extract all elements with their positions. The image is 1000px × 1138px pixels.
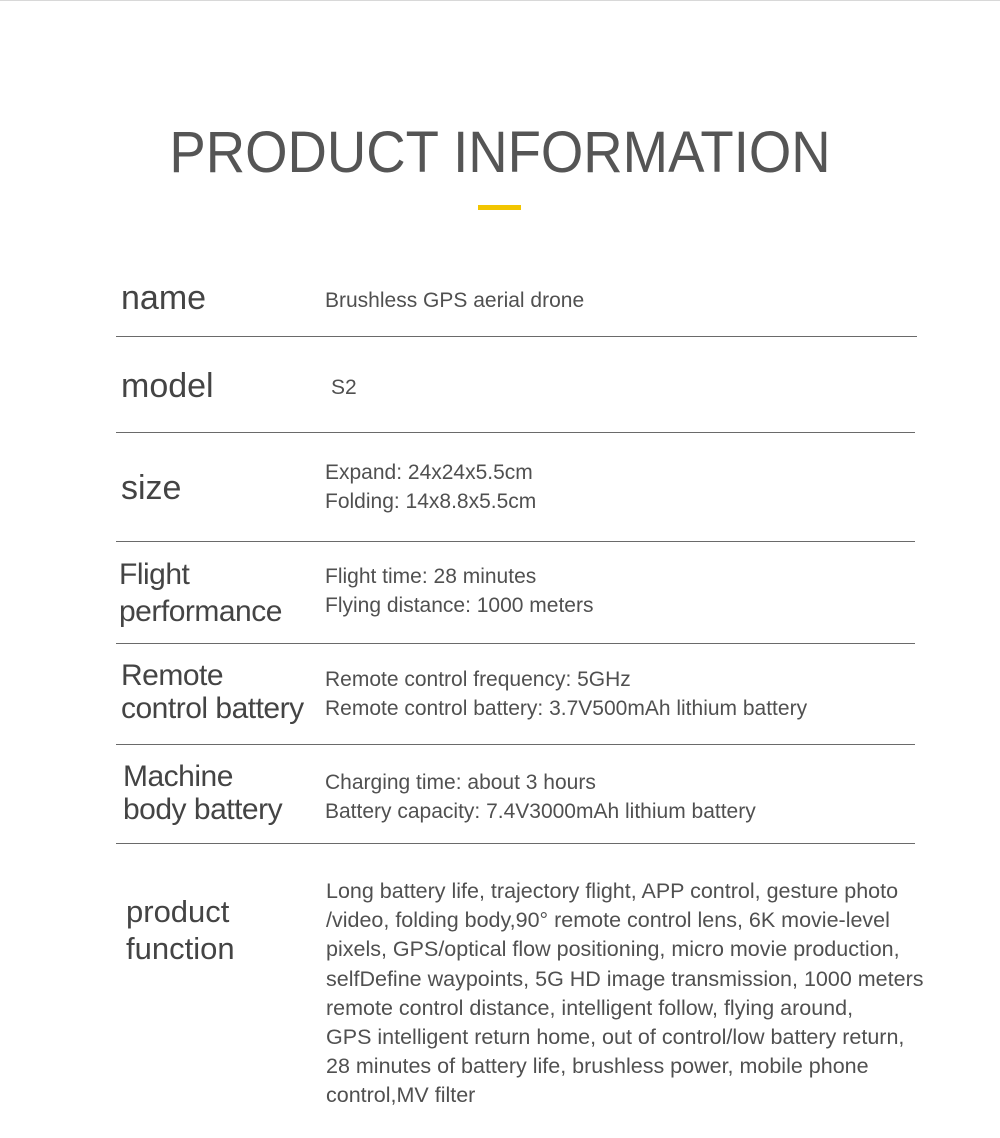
spec-value-battery-capacity: Battery capacity: 7.4V3000mAh lithium battery (325, 800, 756, 823)
spec-label-model: model (121, 367, 214, 405)
spec-value-remote-battery: Remote control battery: 3.7V500mAh lithium battery (325, 697, 808, 720)
function-line: control,MV filter (326, 1083, 476, 1108)
spec-label-flight-line2: performance (119, 595, 282, 628)
spec-value-flight-time: Flight time: 28 minutes (325, 565, 537, 588)
spec-value-flying-distance: Flying distance: 1000 meters (325, 594, 594, 617)
function-line: 28 minutes of battery life, brushless power, mobile phone (326, 1054, 869, 1079)
function-line: remote control distance, intelligent follow, flying around, (326, 995, 854, 1020)
spec-label-function-line2: function (126, 931, 235, 966)
spec-label-remote-line1: Remote (121, 659, 224, 692)
spec-value-size-folding: Folding: 14x8.8x5.5cm (325, 490, 537, 513)
top-divider (0, 0, 1000, 1)
spec-label-body-battery-line2: body battery (123, 793, 283, 826)
spec-value-size-expand: Expand: 24x24x5.5cm (325, 461, 533, 484)
spec-value-remote-frequency: Remote control frequency: 5GHz (325, 668, 631, 691)
spec-label-body-battery-line1: Machine (123, 760, 233, 793)
row-divider (116, 843, 915, 844)
spec-value-name: Brushless GPS aerial drone (325, 289, 585, 312)
row-divider (116, 643, 915, 644)
row-divider (116, 432, 915, 433)
spec-label-size: size (121, 469, 182, 507)
spec-label-name: name (121, 279, 207, 317)
function-line: GPS intelligent return home, out of control/low battery return, (326, 1025, 905, 1050)
spec-value-charging-time: Charging time: about 3 hours (325, 771, 596, 794)
function-line: pixels, GPS/optical flow positioning, micro movie production, (326, 937, 900, 962)
row-divider (116, 541, 915, 542)
page-title: PRODUCT INFORMATION (169, 120, 831, 185)
spec-value-function (326, 877, 946, 1111)
function-line: /video, folding body,90° remote control lens, 6K movie-level (326, 908, 890, 933)
row-divider (116, 336, 917, 337)
function-line: selfDefine waypoints, 5G HD image transmission, 1000 meters (326, 966, 924, 991)
spec-value-model: S2 (331, 376, 357, 399)
title-accent-bar (478, 205, 521, 210)
spec-label-function-line1: product (126, 894, 230, 929)
spec-label-remote-line2: control battery (121, 692, 304, 725)
row-divider (116, 744, 915, 745)
spec-label-flight-line1: Flight (119, 558, 190, 591)
function-line: Long battery life, trajectory flight, APP control, gesture photo (326, 879, 899, 903)
